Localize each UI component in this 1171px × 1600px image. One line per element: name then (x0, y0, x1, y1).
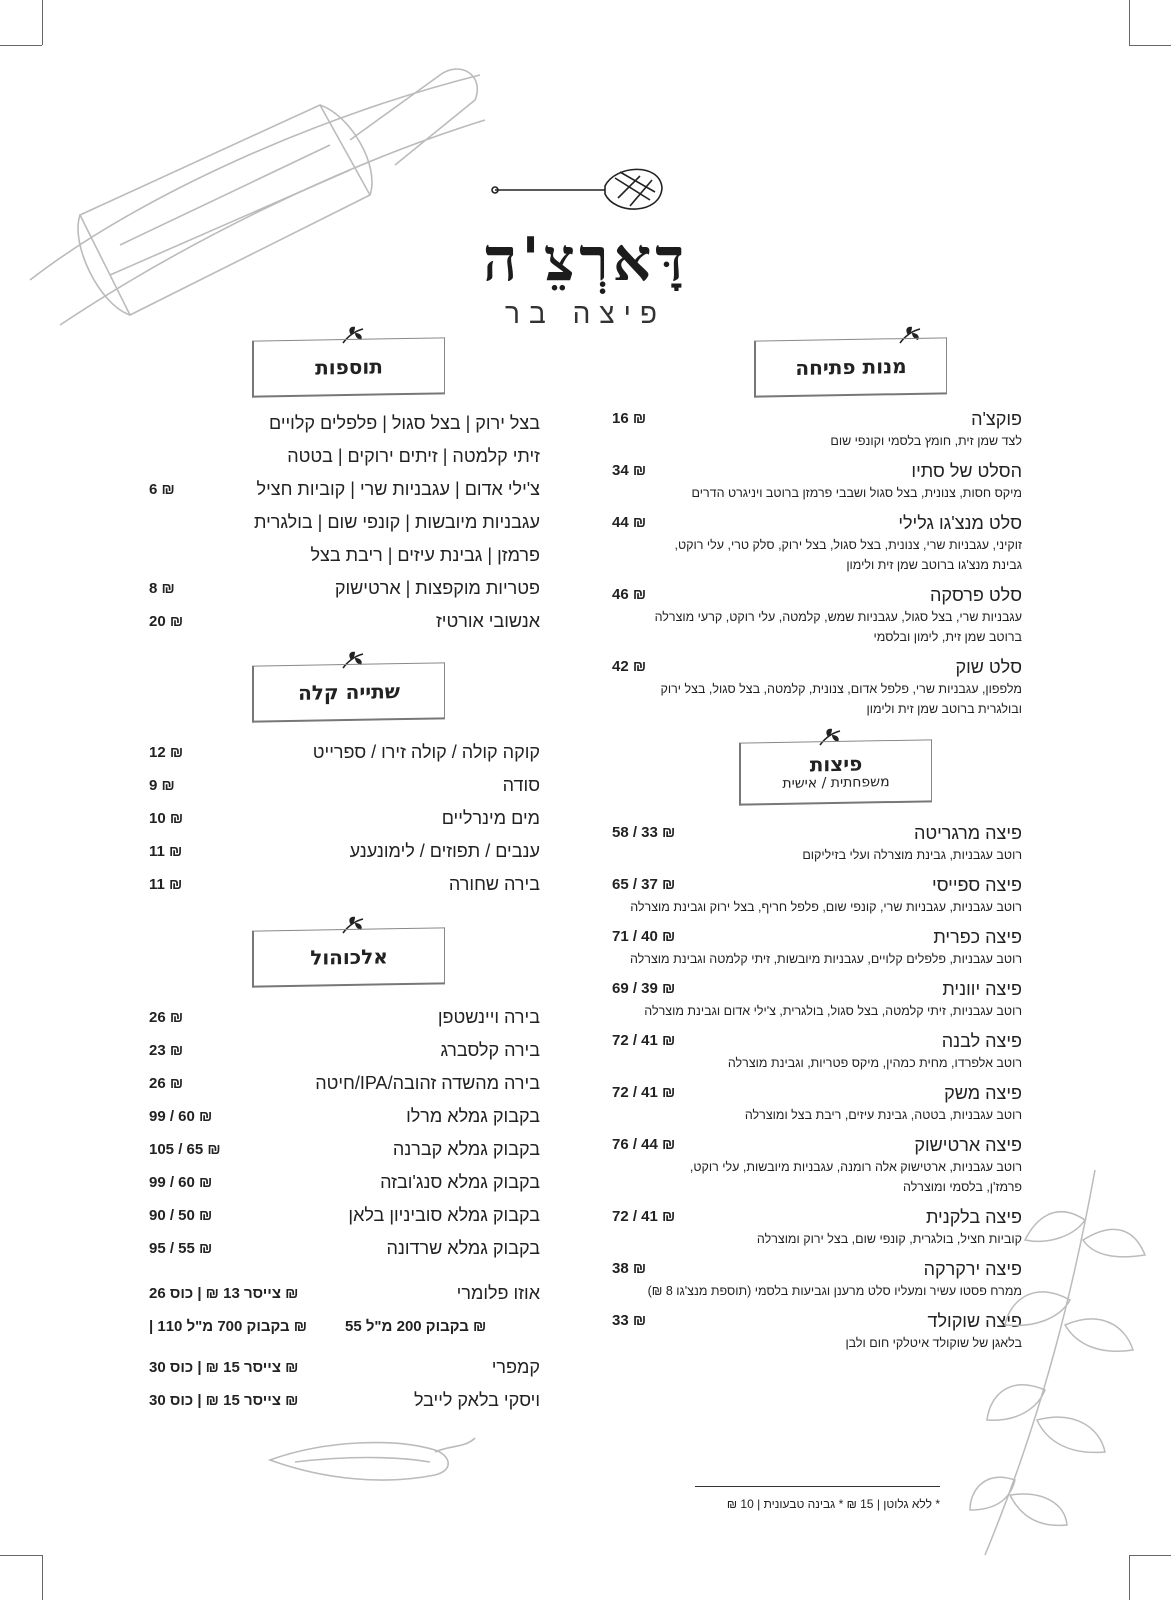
item-name: פיצה כפרית (933, 927, 1022, 947)
item-price: 34 ₪ (612, 462, 647, 479)
list-item (145, 1310, 540, 1343)
list-item (145, 1100, 540, 1133)
item-name: פיצה יוונית (942, 979, 1022, 999)
crop-mark (42, 0, 43, 45)
menu-item (612, 511, 1022, 575)
item-price: 99 / 60 ₪ (149, 1108, 213, 1125)
item-label: בירה ויינשטפן (437, 1007, 540, 1027)
item-label: קמפרי (491, 1357, 540, 1377)
brand-subtitle: פיצה בר (505, 297, 666, 330)
list-item (145, 1232, 540, 1265)
item-label: בקבוק גמלא סנג'ובזה (380, 1172, 540, 1192)
section-subtitle: משפחתית / אישית (782, 774, 890, 792)
item-label: ענבים / תפוזים / לימונענע (349, 841, 540, 861)
item-name: פיצה מרגריטה (913, 823, 1022, 843)
item-price: 90 / 50 ₪ (149, 1207, 213, 1224)
section-title: מנות פתיחה (795, 354, 907, 380)
item-price: 8 ₪ (149, 580, 175, 597)
item-price: 9 ₪ (149, 777, 175, 794)
footnote-divider (695, 1486, 940, 1487)
item-name: הסלט של סתיו (911, 461, 1022, 481)
item-desc: גבינת מנצ'גו ברוטב שמן זית ולימון (846, 558, 1022, 572)
item-price: 76 / 44 ₪ (612, 1136, 676, 1153)
item-price: 44 ₪ (612, 514, 647, 531)
item-name: פיצה בלקנית (925, 1207, 1022, 1227)
pizza-peel-icon (490, 160, 665, 220)
list-item (145, 802, 540, 835)
section-title: אלכוהול (310, 944, 388, 970)
menu-item (612, 459, 1022, 503)
item-label: פטריות מוקפצות | ארטישוק (334, 578, 540, 598)
item-detail: צייסר 15 ₪ | כוס 30 ₪ (149, 1392, 299, 1409)
list-item (145, 1067, 540, 1100)
item-label: בקבוק גמלא שרדונה (386, 1238, 540, 1258)
chili-pepper-icon (265, 1430, 495, 1500)
crop-mark (0, 1555, 42, 1556)
item-desc: ברוטב שמן זית, לימון ובלסמי (873, 630, 1022, 644)
item-price: 65 / 37 ₪ (612, 876, 676, 893)
item-price: 72 / 41 ₪ (612, 1208, 676, 1225)
item-name: פיצה לבנה (941, 1031, 1022, 1051)
item-desc: לצד שמן זית, חומץ בלסמי וקונפי שום (830, 434, 1022, 448)
list-item (145, 769, 540, 802)
item-label: מים מינרליים (441, 808, 540, 828)
item-desc: רוטב עגבניות, עגבניות שרי, קונפי שום, פלפל חריף, בצל ירוק וגבינת מוצרלה (630, 900, 1022, 914)
item-label: קוקה קולה / קולה זירו / ספרייט (312, 742, 540, 762)
item-desc: מלפפון, עגבניות שרי, פלפל אדום, צנונית, קלמטה, בצל סגול, בצל ירוק (660, 682, 1022, 696)
section-header-soft-drinks (145, 650, 540, 720)
item-price: 33 ₪ (612, 1312, 647, 1329)
menu-item (612, 1081, 1022, 1125)
item-price: 72 / 41 ₪ (612, 1084, 676, 1101)
list-item (145, 572, 540, 605)
item-price: 38 ₪ (612, 1260, 647, 1277)
right-column (612, 325, 1022, 1361)
menu-item (612, 977, 1022, 1021)
herb-branch-icon (965, 1160, 1155, 1560)
list-item (145, 605, 540, 638)
item-price: 42 ₪ (612, 658, 647, 675)
section-frame (754, 337, 947, 397)
left-column (145, 325, 540, 1417)
item-price: 71 / 40 ₪ (612, 928, 676, 945)
list-item (145, 1199, 540, 1232)
item-label: ויסקי בלאק לייבל (413, 1390, 540, 1410)
section-frame (739, 739, 932, 805)
section-frame (252, 927, 445, 987)
item-price: 105 / 65 ₪ (149, 1141, 221, 1158)
item-desc: בלאגן של שוקולד איטלקי חום ולבן (845, 1336, 1022, 1350)
menu-item (612, 655, 1022, 719)
list-item (145, 1351, 540, 1384)
section-title: שתייה קלה (298, 679, 400, 705)
item-price: 46 ₪ (612, 586, 647, 603)
menu-item (612, 1133, 1022, 1197)
list-item (145, 539, 540, 572)
item-desc: מיקס חסות, צנונית, בצל סגול ושבבי פרמזן ברוטב ויניגרט הדרים (691, 486, 1022, 500)
item-label: זיתי קלמטה | זיתים ירוקים | בטטה (287, 446, 540, 466)
list-item (145, 407, 540, 440)
item-price: 10 ₪ (149, 810, 184, 827)
item-price: 58 / 33 ₪ (612, 824, 676, 841)
section-header-pizzas (612, 727, 1022, 807)
menu-item (612, 1257, 1022, 1301)
item-price: 99 / 60 ₪ (149, 1174, 213, 1191)
menu-item (612, 407, 1022, 451)
item-label: בירה שחורה (448, 874, 540, 894)
menu-item (612, 1309, 1022, 1353)
section-frame (252, 662, 445, 722)
list-item (145, 1166, 540, 1199)
section-header-toppings (145, 325, 540, 395)
item-name: פיצה ארטישוק (914, 1135, 1022, 1155)
list-item (145, 1034, 540, 1067)
item-name: פיצה ספייסי (932, 875, 1022, 895)
list-item (145, 736, 540, 769)
item-price: 23 ₪ (149, 1042, 184, 1059)
menu-item (612, 1029, 1022, 1073)
brand-header (0, 225, 1171, 330)
item-label: פרמזן | גבינת עיזים | ריבת בצל (310, 545, 540, 565)
item-desc: ממרח פסטו עשיר ומעליו סלט מרענן וגביעות בלסמי (תוספת מנצ'גו 8 ₪) (647, 1284, 1022, 1298)
item-label: בצל ירוק | בצל סגול | פלפלים קלויים (268, 413, 540, 433)
item-desc: קוביות חציל, בולגרית, קונפי שום, בצל ירוק ומוצרלה (756, 1232, 1022, 1246)
item-price: 95 / 55 ₪ (149, 1240, 213, 1257)
footnote: * ללא גלוטן | 15 ₪ * גבינה טבעונית | 10 ₪ (726, 1497, 940, 1511)
list-item (145, 473, 540, 506)
brand-title: דָּארְצֵ'ה (482, 225, 689, 295)
item-price: 20 ₪ (149, 613, 184, 630)
crop-mark (1129, 45, 1171, 46)
crop-mark (1129, 0, 1130, 45)
crop-mark (42, 1555, 43, 1600)
list-item (145, 868, 540, 901)
menu-item (612, 821, 1022, 865)
section-header-alcohol (145, 915, 540, 985)
item-name: סלט שוק (955, 657, 1022, 677)
item-desc: רוטב עגבניות, גבינת מוצרלה ועלי בזיליקום (802, 848, 1022, 862)
item-price: 11 ₪ (149, 876, 183, 893)
item-desc: זוקיני, עגבניות שרי, צנונית, בצל סגול, בצל ירוק, סלק טרי, עלי רוקט, (674, 538, 1022, 552)
item-desc: רוטב עגבניות, ארטישוק אלה רומנה, עגבניות מיובשות, עלי רוקט, (689, 1160, 1022, 1174)
section-header-starters (612, 325, 1022, 395)
item-label: עגבניות מיובשות | קונפי שום | בולגרית (254, 512, 540, 532)
list-item (145, 506, 540, 539)
list-item (145, 1133, 540, 1166)
menu-item (612, 583, 1022, 647)
item-price: 16 ₪ (612, 410, 647, 427)
item-desc: פרמז'ן, בלסמי ומוצרלה (903, 1180, 1022, 1194)
menu-item (612, 1205, 1022, 1249)
item-label: אנשובי אורטיז (435, 611, 540, 631)
item-label: צ'ילי אדום | עגבניות שרי | קוביות חציל (256, 479, 540, 499)
item-label: בקבוק גמלא סוביניון בלאן (348, 1205, 540, 1225)
item-price: 26 ₪ (149, 1009, 184, 1026)
item-price: 11 ₪ (149, 843, 183, 860)
item-label: אוזו פלומרי (456, 1283, 540, 1303)
item-detail: צייסר 13 ₪ | כוס 26 ₪ (149, 1285, 299, 1302)
item-desc: ובולגרית ברוטב שמן זית ולימון (866, 702, 1022, 716)
item-desc: רוטב עגבניות, בטטה, גבינת עיזים, ריבת בצל ומוצרלה (744, 1108, 1022, 1122)
item-price: 6 ₪ (149, 481, 175, 498)
item-name: סלט מנצ'גו גלילי (898, 513, 1022, 533)
list-item (145, 835, 540, 868)
item-label: בירה מהשדה זהובה/IPA/חיטה (315, 1073, 540, 1093)
item-price: 26 ₪ (149, 1075, 184, 1092)
item-desc: רוטב עגבניות, פלפלים קלויים, עגבניות מיובשות, זיתי קלמטה וגבינת מוצרלה (629, 952, 1022, 966)
item-name: סלט פרסקה (930, 585, 1022, 605)
item-price: 69 / 39 ₪ (612, 980, 676, 997)
list-item (145, 1384, 540, 1417)
item-label: בקבוק 200 מ"ל 55 ₪ (345, 1318, 487, 1335)
crop-mark (1129, 1555, 1130, 1600)
list-item (145, 1001, 540, 1034)
item-name: פיצה משק (944, 1083, 1022, 1103)
list-item (145, 440, 540, 473)
list-item (145, 1277, 540, 1310)
item-label: בירה קלסברג (440, 1040, 540, 1060)
item-detail: | בקבוק 700 מ"ל 110 ₪ (149, 1318, 308, 1335)
item-name: פוקצ'ה (971, 409, 1022, 429)
item-detail: צייסר 15 ₪ | כוס 30 ₪ (149, 1359, 299, 1376)
menu-item (612, 873, 1022, 917)
item-desc: עגבניות שרי, בצל סגול, עגבניות שמש, קלמטה, עלי רוקט, קרעי מוצרלה (654, 610, 1022, 624)
section-frame (252, 337, 445, 397)
item-label: סודה (502, 775, 540, 795)
section-title: פיצות (809, 751, 863, 777)
item-name: פיצה שוקולד (927, 1311, 1022, 1331)
item-name: פיצה ירקרקה (923, 1259, 1022, 1279)
item-label: בקבוק גמלא מרלו (406, 1106, 540, 1126)
item-label: בקבוק גמלא קברנה (392, 1139, 540, 1159)
item-desc: רוטב אלפרדו, מחית כמהין, מיקס פטריות, וגבינת מוצרלה (727, 1056, 1022, 1070)
section-title: תוספות (315, 354, 383, 380)
menu-item (612, 925, 1022, 969)
item-price: 72 / 41 ₪ (612, 1032, 676, 1049)
item-price: 12 ₪ (149, 744, 184, 761)
item-desc: רוטב עגבניות, זיתי קלמטה, בצל סגול, בולגרית, צ'ילי אדום וגבינת מוצרלה (644, 1004, 1022, 1018)
